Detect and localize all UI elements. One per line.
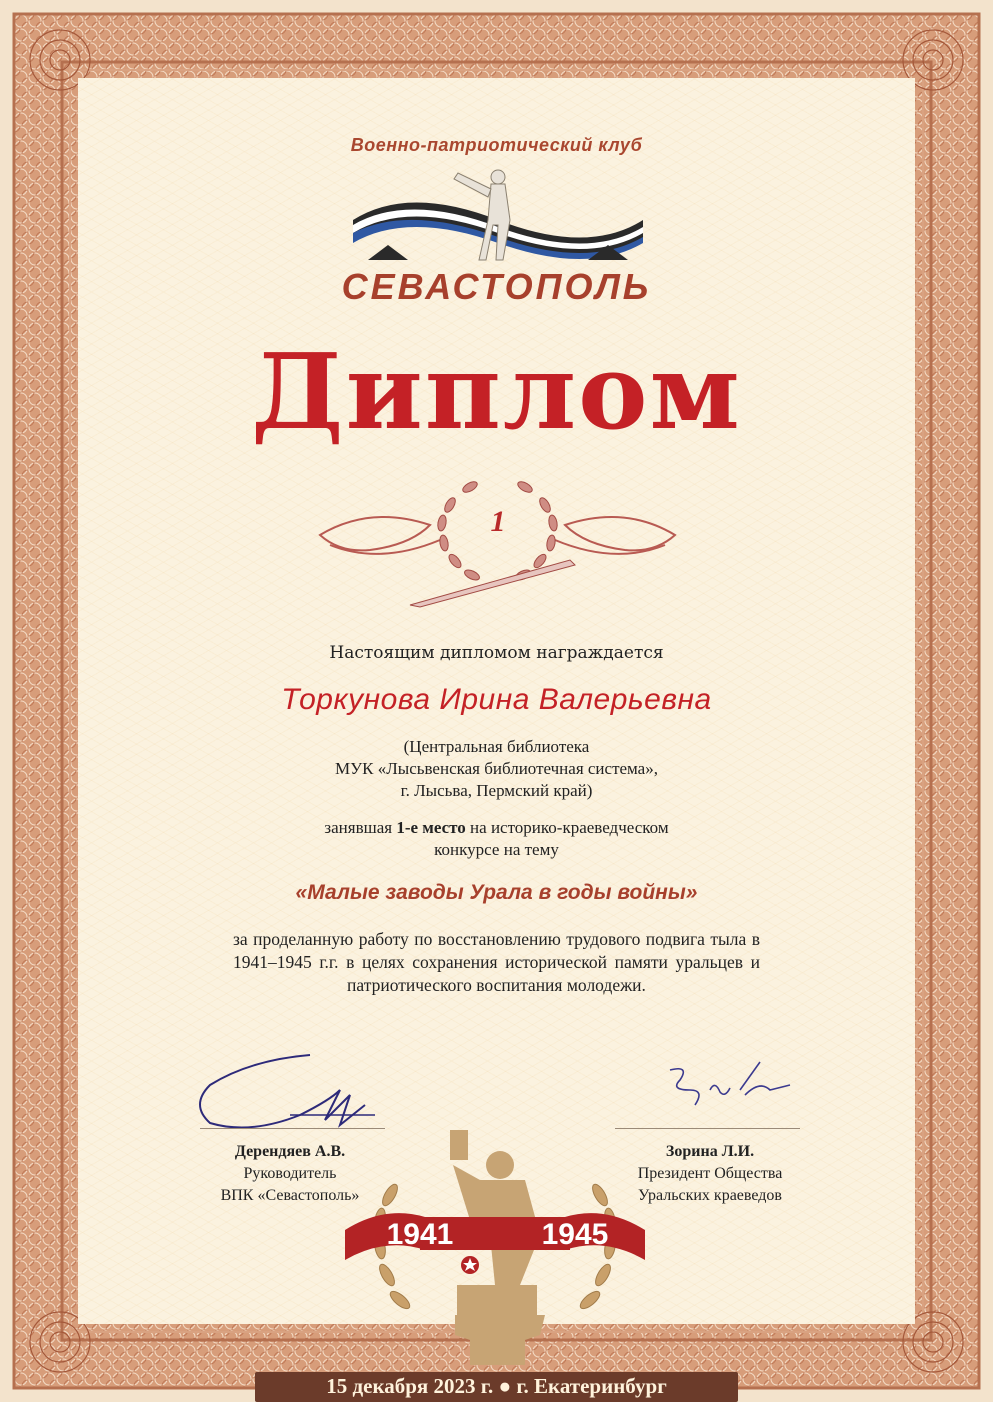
diploma-title: Диплом — [251, 330, 742, 453]
place-prefix: занявшая — [324, 818, 397, 837]
award-intro: Настоящим дипломом награждается — [329, 643, 664, 663]
footer-date-location: 15 декабря 2023 г. ● г. Екатеринбург — [326, 1374, 667, 1398]
place-rank: 1-е место — [396, 818, 466, 837]
organization-line: (Центральная библиотека — [403, 737, 590, 756]
victory-emblem — [345, 1125, 645, 1370]
recipient-organization — [0, 736, 993, 802]
club-name: СЕВАСТОПОЛЬ — [341, 266, 652, 307]
place-number: 1 — [490, 505, 506, 538]
club-type-label: Военно-патриотический клуб — [350, 135, 643, 155]
contest-topic: «Малые заводы Урала в годы войны» — [295, 881, 698, 904]
organization-line: г. Лысьва, Пермский край) — [400, 781, 593, 800]
signer-role: Президент Общества — [637, 1165, 783, 1182]
award-reason: за проделанную работу по восстановлению трудового подвига тыла в 1941–1945 г.г. в целях сохранения исторической памяти уральцев и патриотического воспитания молодежи. — [233, 929, 760, 995]
signer-name: Дерендяев А.В. — [234, 1143, 346, 1160]
organization-line: МУК «Лысьвенская библиотечная система», — [335, 759, 658, 778]
signer-name: Зорина Л.И. — [665, 1143, 755, 1160]
place-line2: конкурсе на тему — [434, 840, 559, 859]
emblem-year-end: 1945 — [541, 1218, 609, 1251]
club-logo-ribbon — [348, 165, 648, 265]
signer-role: ВПК «Севастополь» — [220, 1187, 360, 1204]
place-statement — [0, 817, 993, 861]
right-signature — [650, 1050, 810, 1120]
emblem-year-start: 1941 — [386, 1218, 454, 1251]
recipient-name: Торкунова Ирина Валерьевна — [281, 683, 712, 716]
place-suffix: на историко-краеведческом — [465, 818, 669, 837]
signer-role: Уральских краеведов — [638, 1187, 782, 1204]
left-signature — [190, 1045, 380, 1135]
signer-role: Руководитель — [243, 1165, 337, 1182]
